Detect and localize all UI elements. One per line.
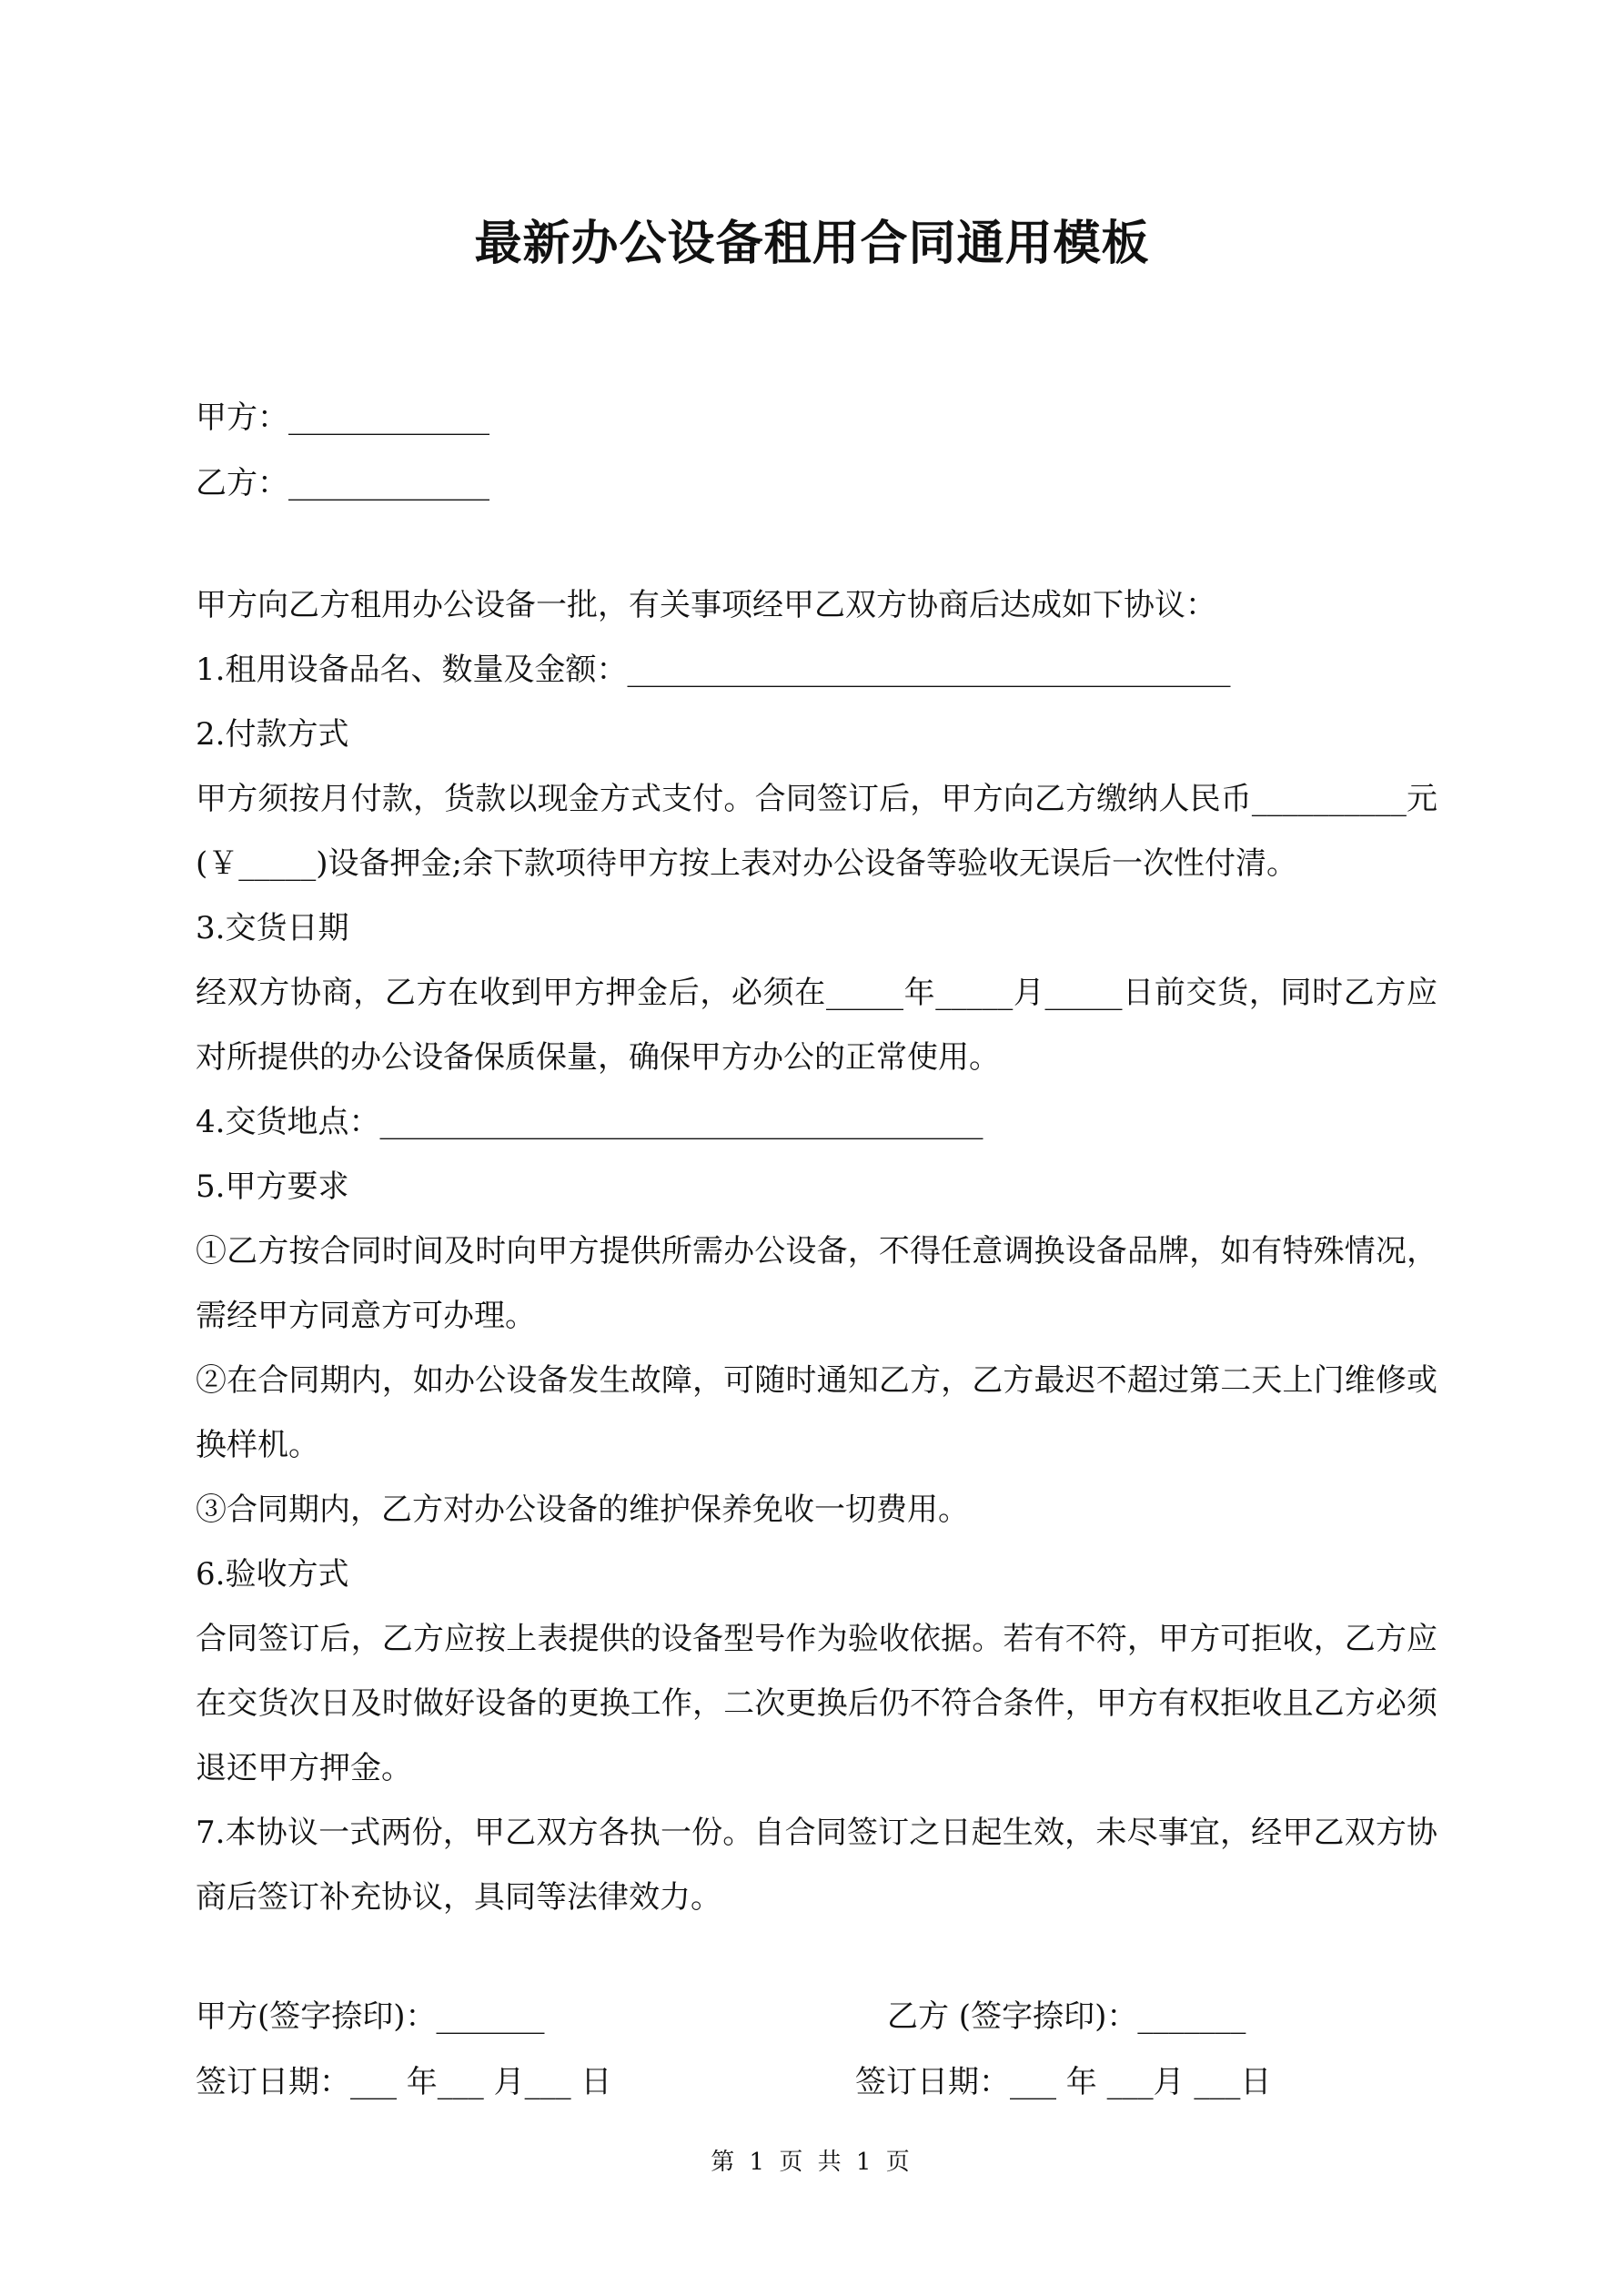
page-footer: 第 1 页 共 1 页	[711, 2149, 913, 2176]
clause-5-item-1: ①乙方按合同时间及时向甲方提供所需办公设备，不得任意调换设备品牌，如有特殊情况，需经甲方同意方可办理。	[196, 1233, 1437, 1334]
party-a-date: 签订日期：___ 年___ 月___ 日	[196, 2064, 612, 2100]
intro-paragraph: 甲方向乙方租用办公设备一批，有关事项经甲乙双方协商后达成如下协议：	[196, 587, 1216, 623]
party-a-signature: 甲方(签字捺印)：_______	[196, 1998, 545, 2035]
party-a-line: 甲方：_____________	[196, 400, 489, 436]
clause-1-equipment: 1.租用设备品名、数量及金额：_______________________________________	[196, 652, 1231, 688]
parties-block	[196, 385, 489, 516]
clause-7-validity: 7.本协议一式两份，甲乙双方各执一份。自合同签订之日起生效，未尽事宜，经甲乙双方协商后签订补充协议，具同等法律效力。	[196, 1815, 1437, 1916]
clause-3-delivery-text: 经双方协商，乙方在收到甲方押金后，必须在_____年_____月_____日前交货，同时乙方应对所提供的办公设备保质保量，确保甲方办公的正常使用。	[196, 975, 1437, 1076]
party-b-line: 乙方：_____________	[196, 465, 489, 501]
party-b-date: 签订日期：___ 年 ___月 ___日	[855, 2064, 1272, 2100]
clause-6-acceptance-text: 合同签订后，乙方应按上表提供的设备型号作为验收依据。若有不符，甲方可拒收，乙方应在交货次日及时做好设备的更换工作，二次更换后仍不符合条件，甲方有权拒收且乙方必须退还甲方押金。	[196, 1621, 1437, 1786]
clause-4-location: 4.交货地点：_______________________________________	[196, 1104, 983, 1140]
date-row	[196, 2049, 1437, 2115]
signature-block	[196, 1984, 1437, 2115]
clause-5-item-3: ③合同期内，乙方对办公设备的维护保养免收一切费用。	[196, 1492, 969, 1528]
contract-body	[196, 573, 1437, 1930]
clause-5-heading: 5.甲方要求	[196, 1168, 349, 1205]
signature-row	[196, 1984, 1437, 2049]
party-b-signature: 乙方 (签字捺印)：_______	[887, 1998, 1246, 2035]
clause-2-payment-text: 甲方须按月付款，货款以现金方式支付。合同签订后，甲方向乙方缴纳人民币__________元(￥_____)设备押金;余下款项待甲方按上表对办公设备等验收无误后一次性付清。	[196, 781, 1437, 882]
document-title: 最新办公设备租用合同通用模板	[474, 216, 1150, 271]
clause-6-heading: 6.验收方式	[196, 1556, 349, 1593]
clause-5-item-2: ②在合同期内，如办公设备发生故障，可随时通知乙方，乙方最迟不超过第二天上门维修或换样机。	[196, 1362, 1437, 1463]
clause-3-heading: 3.交货日期	[196, 910, 349, 946]
clause-2-heading: 2.付款方式	[196, 716, 349, 753]
